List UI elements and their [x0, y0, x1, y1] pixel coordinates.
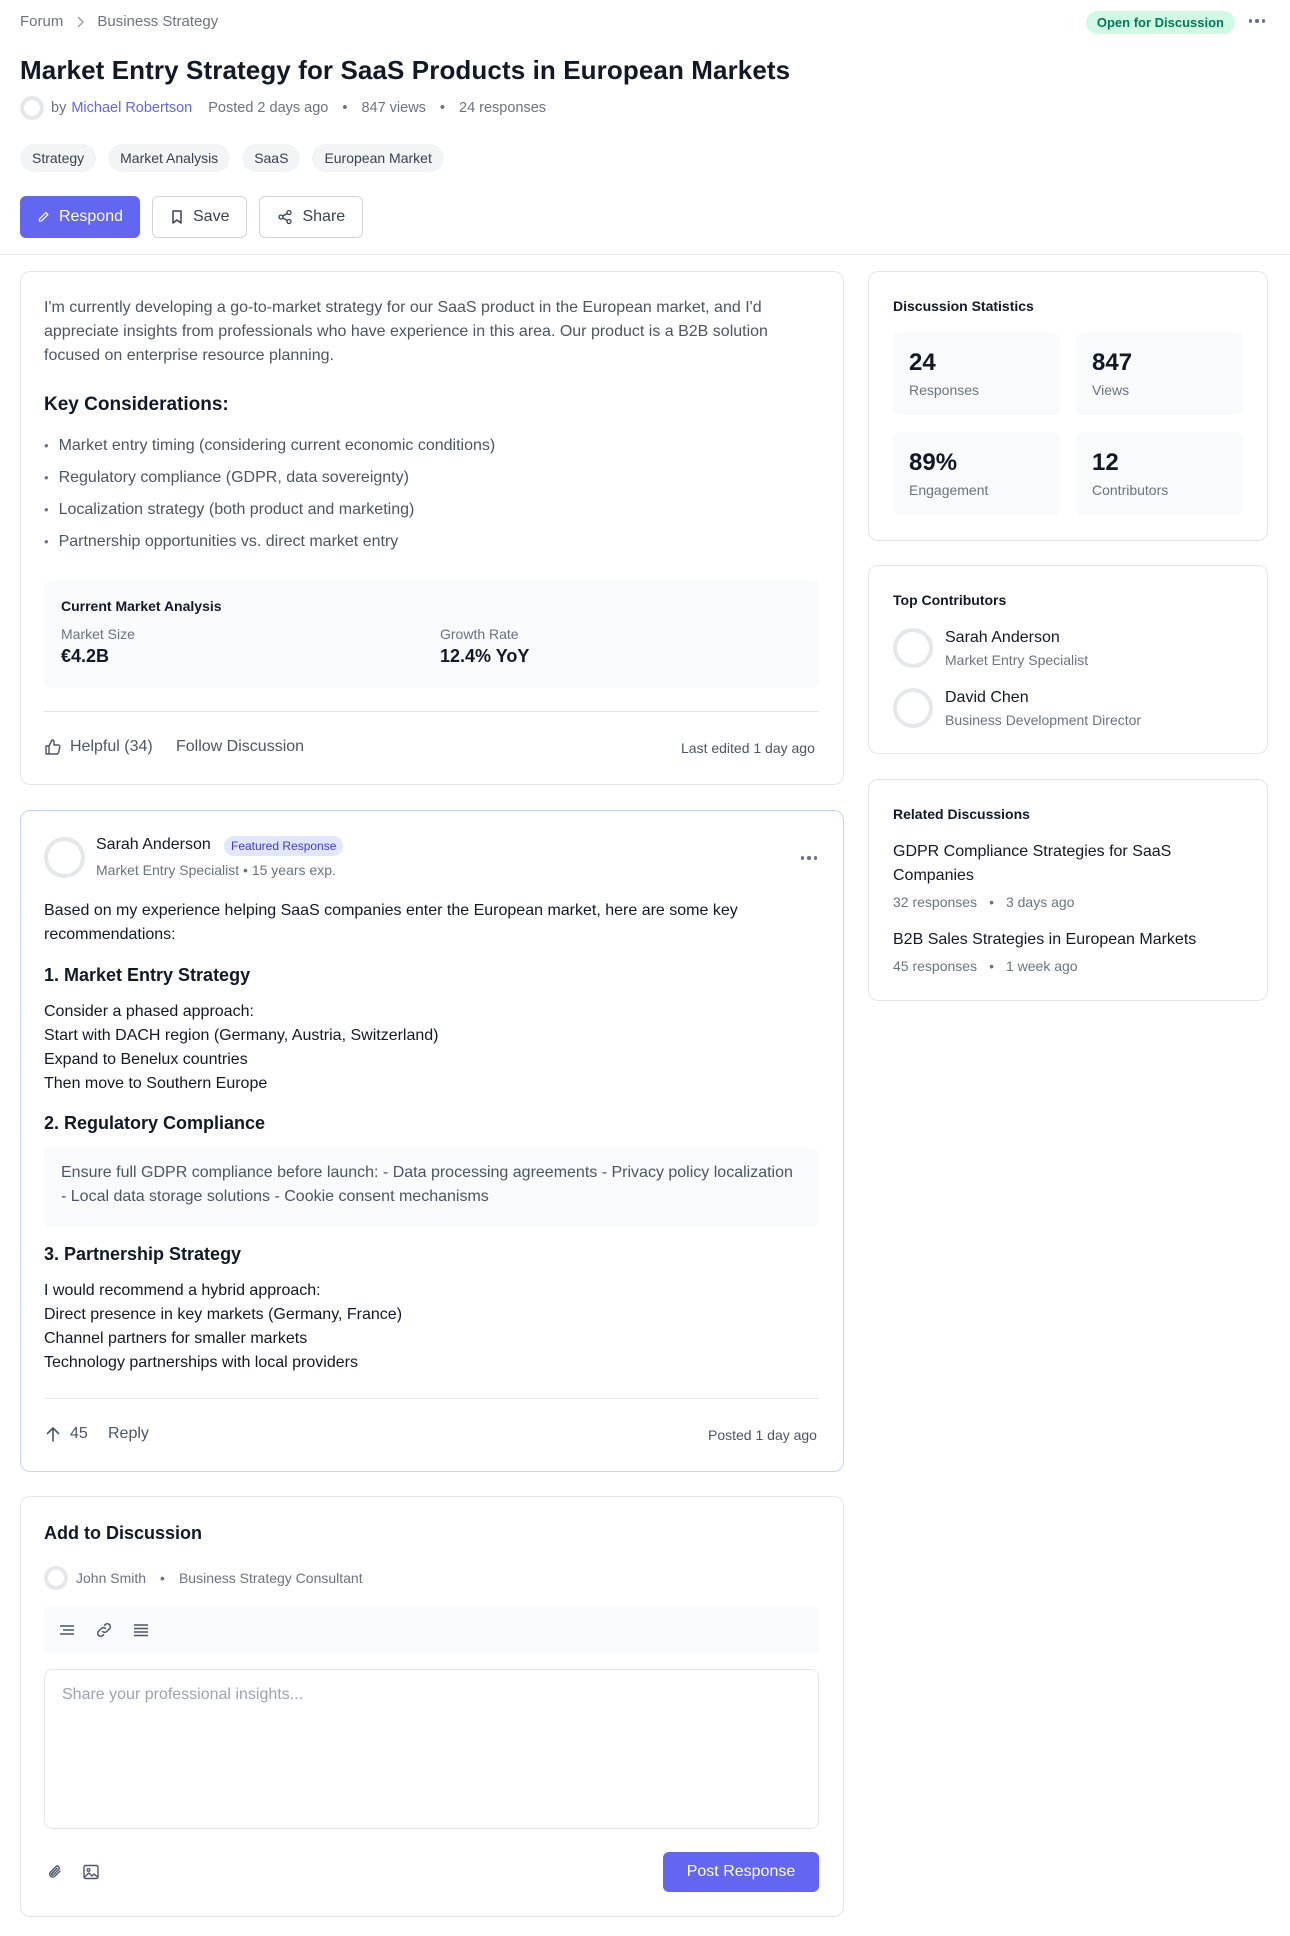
- line: Then move to Southern Europe: [44, 1075, 268, 1092]
- section-heading: 3. Partnership Strategy: [44, 1244, 242, 1264]
- growth-rate-value: 12.4% YoY: [440, 646, 530, 666]
- response-textarea[interactable]: [44, 1669, 819, 1829]
- contributor-name[interactable]: David Chen: [945, 689, 1029, 706]
- paperclip-icon[interactable]: [46, 1862, 64, 1882]
- format-icon[interactable]: [58, 1621, 76, 1639]
- featured-badge: Featured Response: [224, 836, 343, 856]
- helpful-label: Helpful (34): [70, 738, 153, 755]
- respond-label: Respond: [58, 208, 123, 225]
- tag[interactable]: Strategy: [20, 144, 96, 172]
- by-label: by: [51, 100, 67, 116]
- responder-name[interactable]: Sarah Anderson: [96, 836, 211, 853]
- action-bar: [20, 196, 363, 238]
- tag[interactable]: SaaS: [242, 144, 300, 172]
- related-link[interactable]: GDPR Compliance Strategies for SaaS Companies: [893, 843, 1172, 884]
- list-item: • Regulatory compliance (GDPR, data sovereignty): [44, 466, 495, 498]
- avatar: [44, 1566, 68, 1590]
- contributors-title: Top Contributors: [893, 592, 1007, 608]
- response-intro: Based on my experience helping SaaS companies enter the European market, here are some key recommendations:: [44, 902, 738, 943]
- growth-rate-label: Growth Rate: [440, 626, 519, 642]
- link-icon[interactable]: [94, 1620, 114, 1640]
- section-body: [44, 1000, 439, 1096]
- line: Expand to Benelux countries: [44, 1051, 248, 1068]
- line: Consider a phased approach:: [44, 1003, 254, 1020]
- share-icon: [277, 209, 293, 225]
- breadcrumb: [20, 13, 218, 30]
- related-link[interactable]: B2B Sales Strategies in European Markets: [893, 931, 1197, 948]
- upvote-button[interactable]: [44, 1425, 88, 1443]
- response-posted-time: Posted 1 day ago: [708, 1427, 817, 1443]
- line: Start with DACH region (Germany, Austria, Switzerland): [44, 1027, 439, 1044]
- reply-button[interactable]: Reply: [108, 1425, 149, 1442]
- divider: [44, 1398, 819, 1399]
- vote-count: 45: [70, 1425, 88, 1442]
- considerations-heading: Key Considerations:: [44, 394, 229, 415]
- list-item: • Localization strategy (both product and marketing): [44, 498, 495, 530]
- line: Channel partners for smaller markets: [44, 1330, 308, 1347]
- image-icon[interactable]: [82, 1863, 100, 1881]
- post-meta: by Michael Robertson Posted 2 days ago • 847 views • 24 responses: [20, 96, 546, 120]
- chevron-right-icon: [75, 16, 85, 28]
- posted-time: Posted 2 days ago: [208, 100, 329, 116]
- market-size-label: Market Size: [61, 626, 135, 642]
- stats-title: Discussion Statistics: [893, 298, 1034, 314]
- related-meta: 45 responses • 1 week ago: [893, 958, 1078, 974]
- respond-button[interactable]: [20, 196, 140, 238]
- tag-list: [20, 144, 444, 172]
- contributor-role: Business Development Director: [945, 712, 1142, 728]
- avatar[interactable]: [44, 837, 85, 878]
- stat-contributors: 12 Contributors: [1076, 432, 1243, 515]
- responder-role: Market Entry Specialist • 15 years exp.: [96, 862, 336, 878]
- save-label: Save: [193, 208, 230, 225]
- compose-user-name: John Smith: [76, 1570, 147, 1586]
- follow-discussion-button[interactable]: Follow Discussion: [176, 738, 305, 755]
- avatar[interactable]: [893, 688, 933, 728]
- contributor-name[interactable]: Sarah Anderson: [945, 629, 1060, 646]
- market-analysis-title: Current Market Analysis: [61, 598, 222, 614]
- compose-title: Add to Discussion: [44, 1523, 203, 1543]
- tag[interactable]: Market Analysis: [108, 144, 230, 172]
- breadcrumb-forum[interactable]: Forum: [20, 13, 64, 30]
- considerations-list: [44, 434, 495, 562]
- pencil-icon: [37, 209, 50, 225]
- editor-toolbar: [44, 1606, 819, 1653]
- avatar[interactable]: [20, 96, 44, 120]
- more-icon[interactable]: [1244, 10, 1270, 32]
- bookmark-icon: [170, 209, 184, 225]
- post-response-button[interactable]: Post Response: [663, 1852, 819, 1892]
- status-badge: Open for Discussion: [1086, 11, 1235, 34]
- avatar[interactable]: [893, 628, 933, 668]
- last-edited: Last edited 1 day ago: [681, 740, 815, 756]
- section-body: [44, 1279, 402, 1375]
- market-size-value: €4.2B: [61, 646, 110, 666]
- views-count: 847 views: [361, 100, 426, 116]
- save-button[interactable]: [152, 196, 247, 238]
- page-title: Market Entry Strategy for SaaS Products in European Markets: [20, 55, 791, 85]
- section-heading: 2. Regulatory Compliance: [44, 1113, 266, 1133]
- contributor-role: Market Entry Specialist: [945, 652, 1089, 668]
- header-divider: [0, 254, 1290, 255]
- stat-engagement: 89% Engagement: [893, 432, 1060, 515]
- stat-responses: 24 Responses: [893, 332, 1060, 415]
- share-label: Share: [302, 208, 346, 225]
- line: I would recommend a hybrid approach:: [44, 1282, 321, 1299]
- more-icon[interactable]: [796, 847, 822, 869]
- compose-user: John Smith • Business Strategy Consultant: [44, 1566, 363, 1590]
- stat-views: 847 Views: [1076, 332, 1243, 415]
- list-item: • Partnership opportunities vs. direct market entry: [44, 530, 495, 562]
- responses-count: 24 responses: [459, 100, 547, 116]
- section-heading: 1. Market Entry Strategy: [44, 965, 251, 985]
- breadcrumb-current[interactable]: Business Strategy: [97, 13, 219, 30]
- compliance-box: Ensure full GDPR compliance before launch: - Data processing agreements - Privacy policy localization - Local data storage solutions - Cookie consent mechanisms: [44, 1147, 819, 1227]
- list-item: • Market entry timing (considering current economic conditions): [44, 434, 495, 466]
- related-title: Related Discussions: [893, 806, 1030, 822]
- compose-user-role: Business Strategy Consultant: [178, 1570, 363, 1586]
- post-body: I'm currently developing a go-to-market strategy for our SaaS product in the European market, and I'd appreciate insights from professionals who have experience in this area. Our product is a B2B solution focused on enterprise resource planning.: [44, 299, 768, 364]
- line: Technology partnerships with local providers: [44, 1354, 358, 1371]
- list-icon[interactable]: [132, 1621, 150, 1639]
- arrow-up-icon: [44, 1425, 62, 1443]
- author-link[interactable]: Michael Robertson: [71, 100, 193, 116]
- tag[interactable]: European Market: [312, 144, 443, 172]
- thumbs-up-icon: [44, 738, 62, 756]
- share-button[interactable]: [259, 196, 363, 238]
- line: Direct presence in key markets (Germany, France): [44, 1306, 403, 1323]
- divider: [44, 711, 819, 712]
- market-analysis-box: [44, 580, 819, 688]
- helpful-button[interactable]: [44, 738, 153, 756]
- related-meta: 32 responses • 3 days ago: [893, 894, 1075, 910]
